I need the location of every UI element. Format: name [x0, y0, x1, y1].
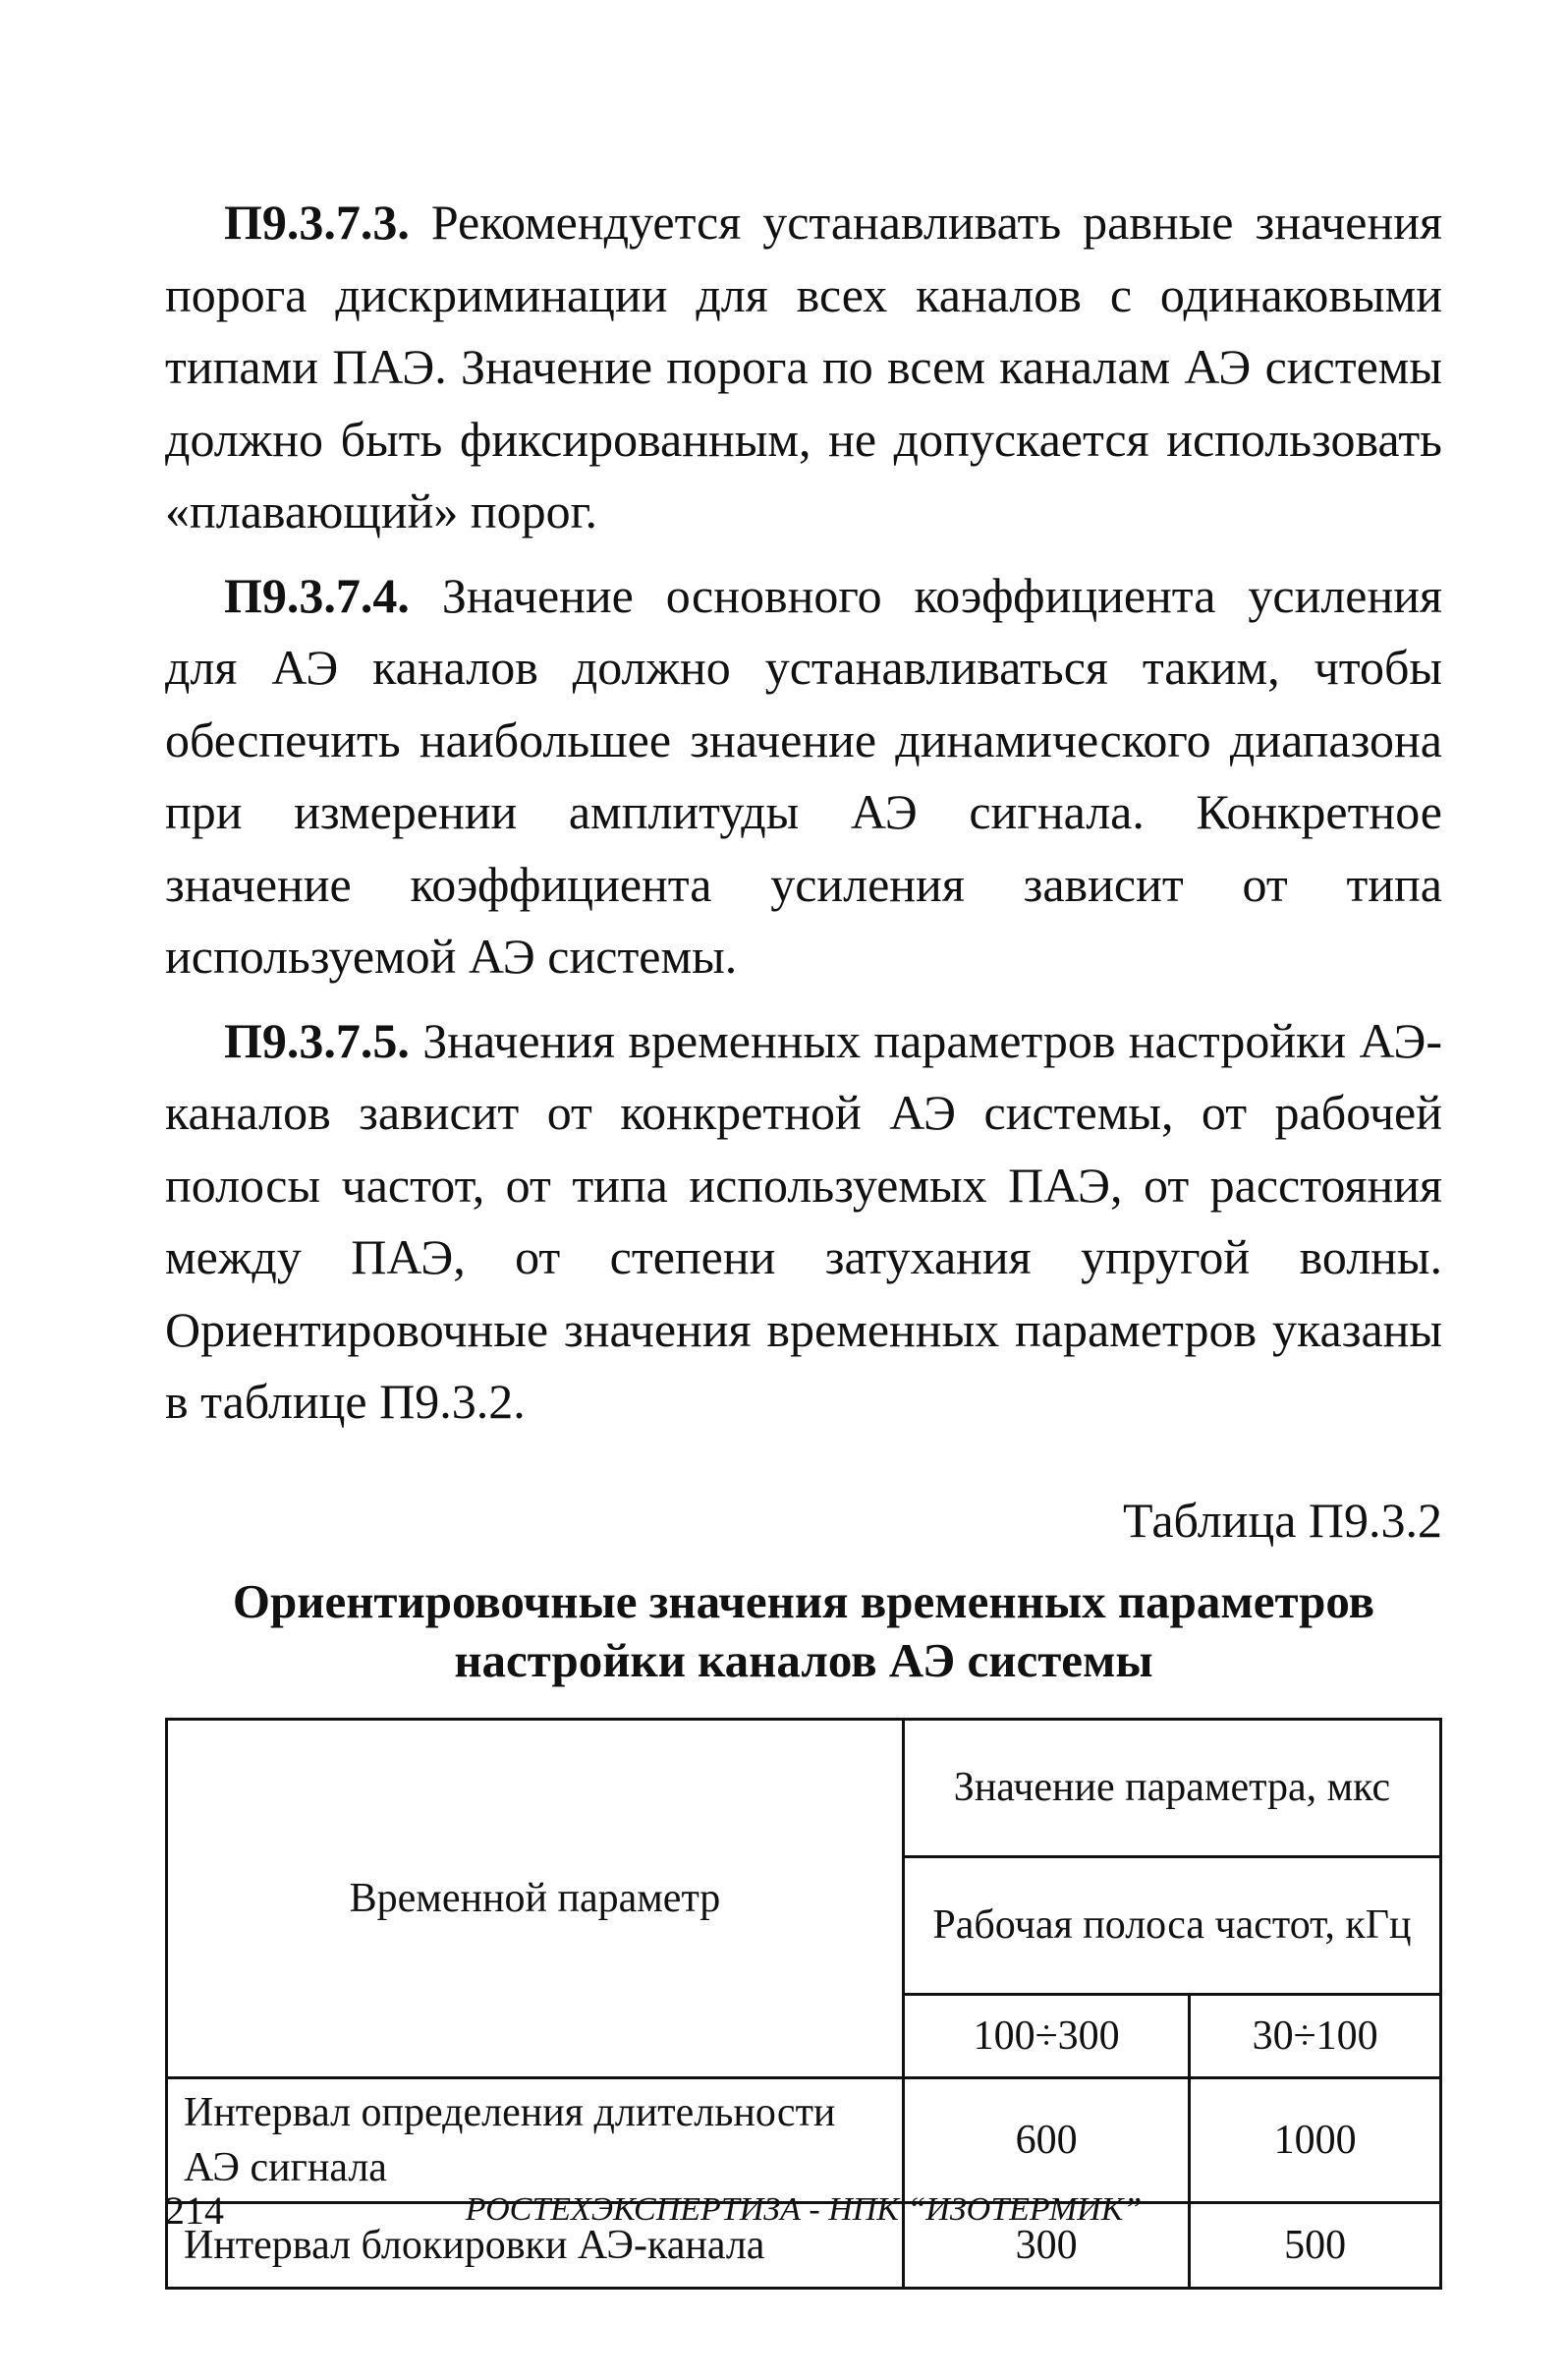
paragraph-p9-3-7-5	[165, 1005, 1442, 1439]
header-param: Временной параметр	[167, 1719, 904, 2077]
header-row	[167, 1719, 1441, 1856]
paragraph-number: П9.3.7.4.	[224, 567, 410, 623]
paragraph-text: Значения временных параметров настройки АЭ-каналов зависит от конкретной АЭ системы, от рабочей полосы частот, от типа используемых ПАЭ, от расстояния между ПАЭ, от степени затухания упругой волны. Ориентировочные значения временных параметров указаны в таблице П9.3.2.	[165, 1012, 1442, 1429]
row-value-2: 500	[1190, 2202, 1441, 2288]
row-name: Интервал блокировки АЭ-канала	[167, 2202, 904, 2288]
header-value: Значение параметра, мкс	[903, 1719, 1440, 1856]
publisher-line: РОСТЕХЭКСПЕРТИЗА - НПК “ИЗОТЕРМИК”	[465, 2191, 1143, 2228]
table-title	[165, 1572, 1442, 1690]
page-number: 214	[165, 2188, 224, 2233]
header-band-30-100: 30÷100	[1190, 1994, 1441, 2077]
paragraph-p9-3-7-3	[165, 187, 1442, 548]
table-title-line-2: настройки каналов АЭ системы	[454, 1632, 1153, 1687]
paragraph-p9-3-7-4	[165, 560, 1442, 993]
page-body	[165, 187, 1442, 2290]
table-title-line-1: Ориентировочные значения временных параметров	[232, 1573, 1375, 1628]
table-label: Таблица П9.3.2	[1123, 1492, 1442, 1548]
header-band: Рабочая полоса частот, кГц	[903, 1856, 1440, 1994]
paragraph-number: П9.3.7.3.	[224, 195, 410, 250]
paragraph-number: П9.3.7.5.	[224, 1012, 410, 1068]
row-value-2: 1000	[1190, 2077, 1441, 2202]
header-band-100-300: 100÷300	[903, 1994, 1189, 2077]
paragraph-text: Значение основного коэффициента усиления для АЭ каналов должно устанавливаться таким, чтобы обеспечить наибольшее значение динамического диапазона при измерении амплитуды АЭ сигнала. Конкретное значение коэффициента усиления зависит от типа используемой АЭ системы.	[165, 567, 1442, 984]
row-value-1: 600	[903, 2077, 1189, 2202]
row-name: Интервал определения длительности АЭ сигнала	[167, 2077, 904, 2202]
row-value-1: 300	[903, 2202, 1189, 2288]
table-row	[167, 2077, 1441, 2202]
paragraph-text: Рекомендуется устанавливать равные значения порога дискриминации для всех каналов с одинаковыми типами ПАЭ. Значение порога по всем каналам АЭ системы должно быть фиксированным, не допускается использовать «плавающий» порог.	[165, 195, 1442, 538]
